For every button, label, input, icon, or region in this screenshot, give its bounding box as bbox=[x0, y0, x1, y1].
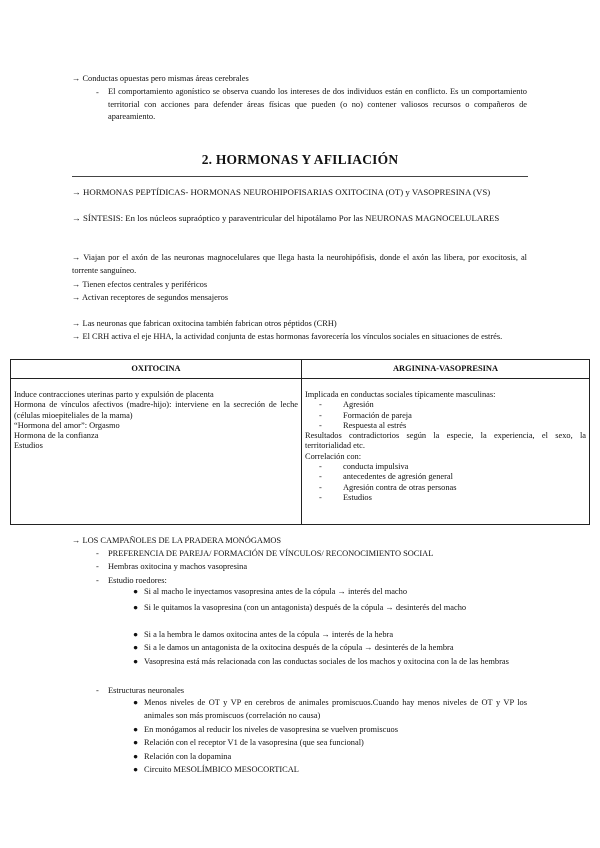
dash-marker: - bbox=[96, 576, 99, 585]
oxitocina-item: Induce contracciones uterinas parto y expulsión de placenta bbox=[14, 390, 214, 399]
dash-marker: - bbox=[96, 686, 99, 695]
vasopresina-results: Resultados contradictorios según la especie, la experiencia, el sexo, la territorialidad etc. bbox=[305, 431, 586, 451]
estructuras-item: Menos niveles de OT y VP en cerebros de animales promiscuos.Cuando hay menos niveles de OT y VP los animales son más promiscuos (correlación no causa) bbox=[144, 698, 527, 720]
table-body-row bbox=[11, 379, 590, 525]
vasopresina-cell bbox=[302, 379, 590, 525]
bullet-icon: ● bbox=[133, 725, 139, 734]
vasopresina-correlation-item: - antecedentes de agresión general bbox=[305, 472, 586, 482]
estudio-roedores-line: Estudio roedores: bbox=[108, 576, 167, 585]
table-header-row bbox=[11, 360, 590, 379]
section-divider bbox=[72, 176, 528, 177]
hormone-comparison-table bbox=[10, 359, 590, 525]
oxitocina-item: Estudios bbox=[14, 441, 43, 451]
bullet-icon: ● bbox=[133, 698, 139, 707]
bullet-icon: ● bbox=[133, 765, 139, 774]
bullet-icon: ● bbox=[133, 752, 139, 761]
estructuras-line: Estructuras neuronales bbox=[108, 686, 185, 695]
vasopresina-correlation-item: - Estudios bbox=[305, 493, 586, 503]
bullet-icon: ● bbox=[133, 738, 139, 747]
roedores-item: Vasopresina está más relacionada con las conductas sociales de los machos y oxitocina con la de las hembras bbox=[144, 657, 509, 666]
vasopresina-correlation-label: Correlación con: bbox=[305, 451, 362, 461]
dash-marker: - bbox=[96, 562, 99, 571]
bullet-icon: ● bbox=[133, 587, 139, 596]
dash-marker: - bbox=[96, 549, 99, 558]
oxitocina-item: “Hormona del amor”: Orgasmo bbox=[14, 420, 120, 430]
sintesis-paragraph: → SÍNTESIS: En los núcleos supraóptico y paraventricular del hipotálamo Por las NEURONAS MAGNOCELULARES bbox=[72, 213, 500, 223]
preferencia-line: PREFERENCIA DE PAREJA/ FORMACIÓN DE VÍNCULOS/ RECONOCIMIENTO SOCIAL bbox=[108, 549, 434, 558]
estructuras-item: Relación con el receptor V1 de la vasopresina (que sea funcional) bbox=[144, 738, 364, 747]
roedores-item: Si a le damos un antagonista de la oxitocina después de la cópula → desinterés de la hembra bbox=[144, 643, 454, 652]
oxitocina-item: Hormona de la confianza bbox=[14, 431, 99, 441]
vasopresina-list-item: - Respuesta al estrés bbox=[305, 421, 586, 431]
vasopresina-header: ARGININA-VASOPRESINA bbox=[302, 360, 590, 379]
receptores-line: → Activan receptores de segundos mensajeros bbox=[72, 293, 229, 302]
bullet-icon: ● bbox=[133, 657, 139, 666]
hembras-line: Hembras oxitocina y machos vasopresina bbox=[108, 562, 248, 571]
viajan-paragraph: → Viajan por el axón de las neuronas magnocelulares que llega hasta la neurohipófisis, donde el axón las libera, por exocitosis, al torrente sanguíneo. bbox=[72, 253, 527, 275]
efectos-line: → Tienen efectos centrales y periféricos bbox=[72, 280, 208, 289]
roedores-item: Si le quitamos la vasopresina (con un antagonista) después de la cópula → desinterés del macho bbox=[144, 603, 467, 612]
oxitocina-header: OXITOCINA bbox=[11, 360, 302, 379]
estructuras-item: En monógamos al reducir los niveles de vasopresina se vuelven promiscuos bbox=[144, 725, 398, 734]
bullet-icon: ● bbox=[133, 630, 139, 639]
agonistic-paragraph: El comportamiento agonístico se observa cuando los intereses de dos individuos están en conflicto. Es un comportamiento territorial con acciones para defender áreas físicas que pueden (o no) contener valiosos recursos o compañeros de apareamiento. bbox=[108, 87, 527, 121]
vasopresina-intro: Implicada en conductas sociales típicamente masculinas: bbox=[305, 390, 496, 399]
vasopresina-correlation-item: - Agresión contra de otras personas bbox=[305, 483, 586, 493]
oxitocina-item: Hormona de vínculos afectivos (madre-hijo): interviene en la secreción de leche (células mioepiteliales de la mama) bbox=[14, 400, 298, 420]
dash-marker: - bbox=[96, 88, 99, 97]
hormonas-peptidicas-paragraph: → HORMONAS PEPTÍDICAS- HORMONAS NEUROHIPOFISARIAS OXITOCINA (OT) y VASOPRESINA (VS) bbox=[72, 187, 491, 197]
bullet-icon: ● bbox=[133, 643, 139, 652]
vasopresina-list-item: - Formación de pareja bbox=[305, 411, 586, 421]
crh-line: → Las neuronas que fabrican oxitocina también fabrican otros péptidos (CRH) bbox=[72, 319, 337, 328]
vasopresina-list-item: - Agresión bbox=[305, 400, 586, 410]
crh-eje-paragraph: → El CRH activa el eje HHA, la actividad conjunta de estas hormonas favorecería los vínculos sociales en situaciones de estrés. bbox=[72, 332, 503, 341]
roedores-item: Si al macho le inyectamos vasopresina antes de la cópula → interés del macho bbox=[144, 587, 408, 596]
roedores-item: Si a la hembra le damos oxitocina antes de la cópula → interés de la hebra bbox=[144, 630, 394, 639]
conductas-opuestas-line: → Conductas opuestas pero mismas áreas cerebrales bbox=[72, 74, 249, 83]
campanoles-title: → LOS CAMPAÑOLES DE LA PRADERA MONÓGAMOS bbox=[72, 536, 282, 545]
section-title: 2. HORMONAS Y AFILIACIÓN bbox=[201, 152, 399, 167]
oxitocina-cell bbox=[11, 379, 302, 525]
estructuras-item: Circuito MESOLÍMBICO MESOCORTICAL bbox=[144, 765, 299, 774]
estructuras-item: Relación con la dopamina bbox=[144, 752, 232, 761]
vasopresina-correlation-item: - conducta impulsiva bbox=[305, 462, 586, 472]
bullet-icon: ● bbox=[133, 603, 139, 612]
